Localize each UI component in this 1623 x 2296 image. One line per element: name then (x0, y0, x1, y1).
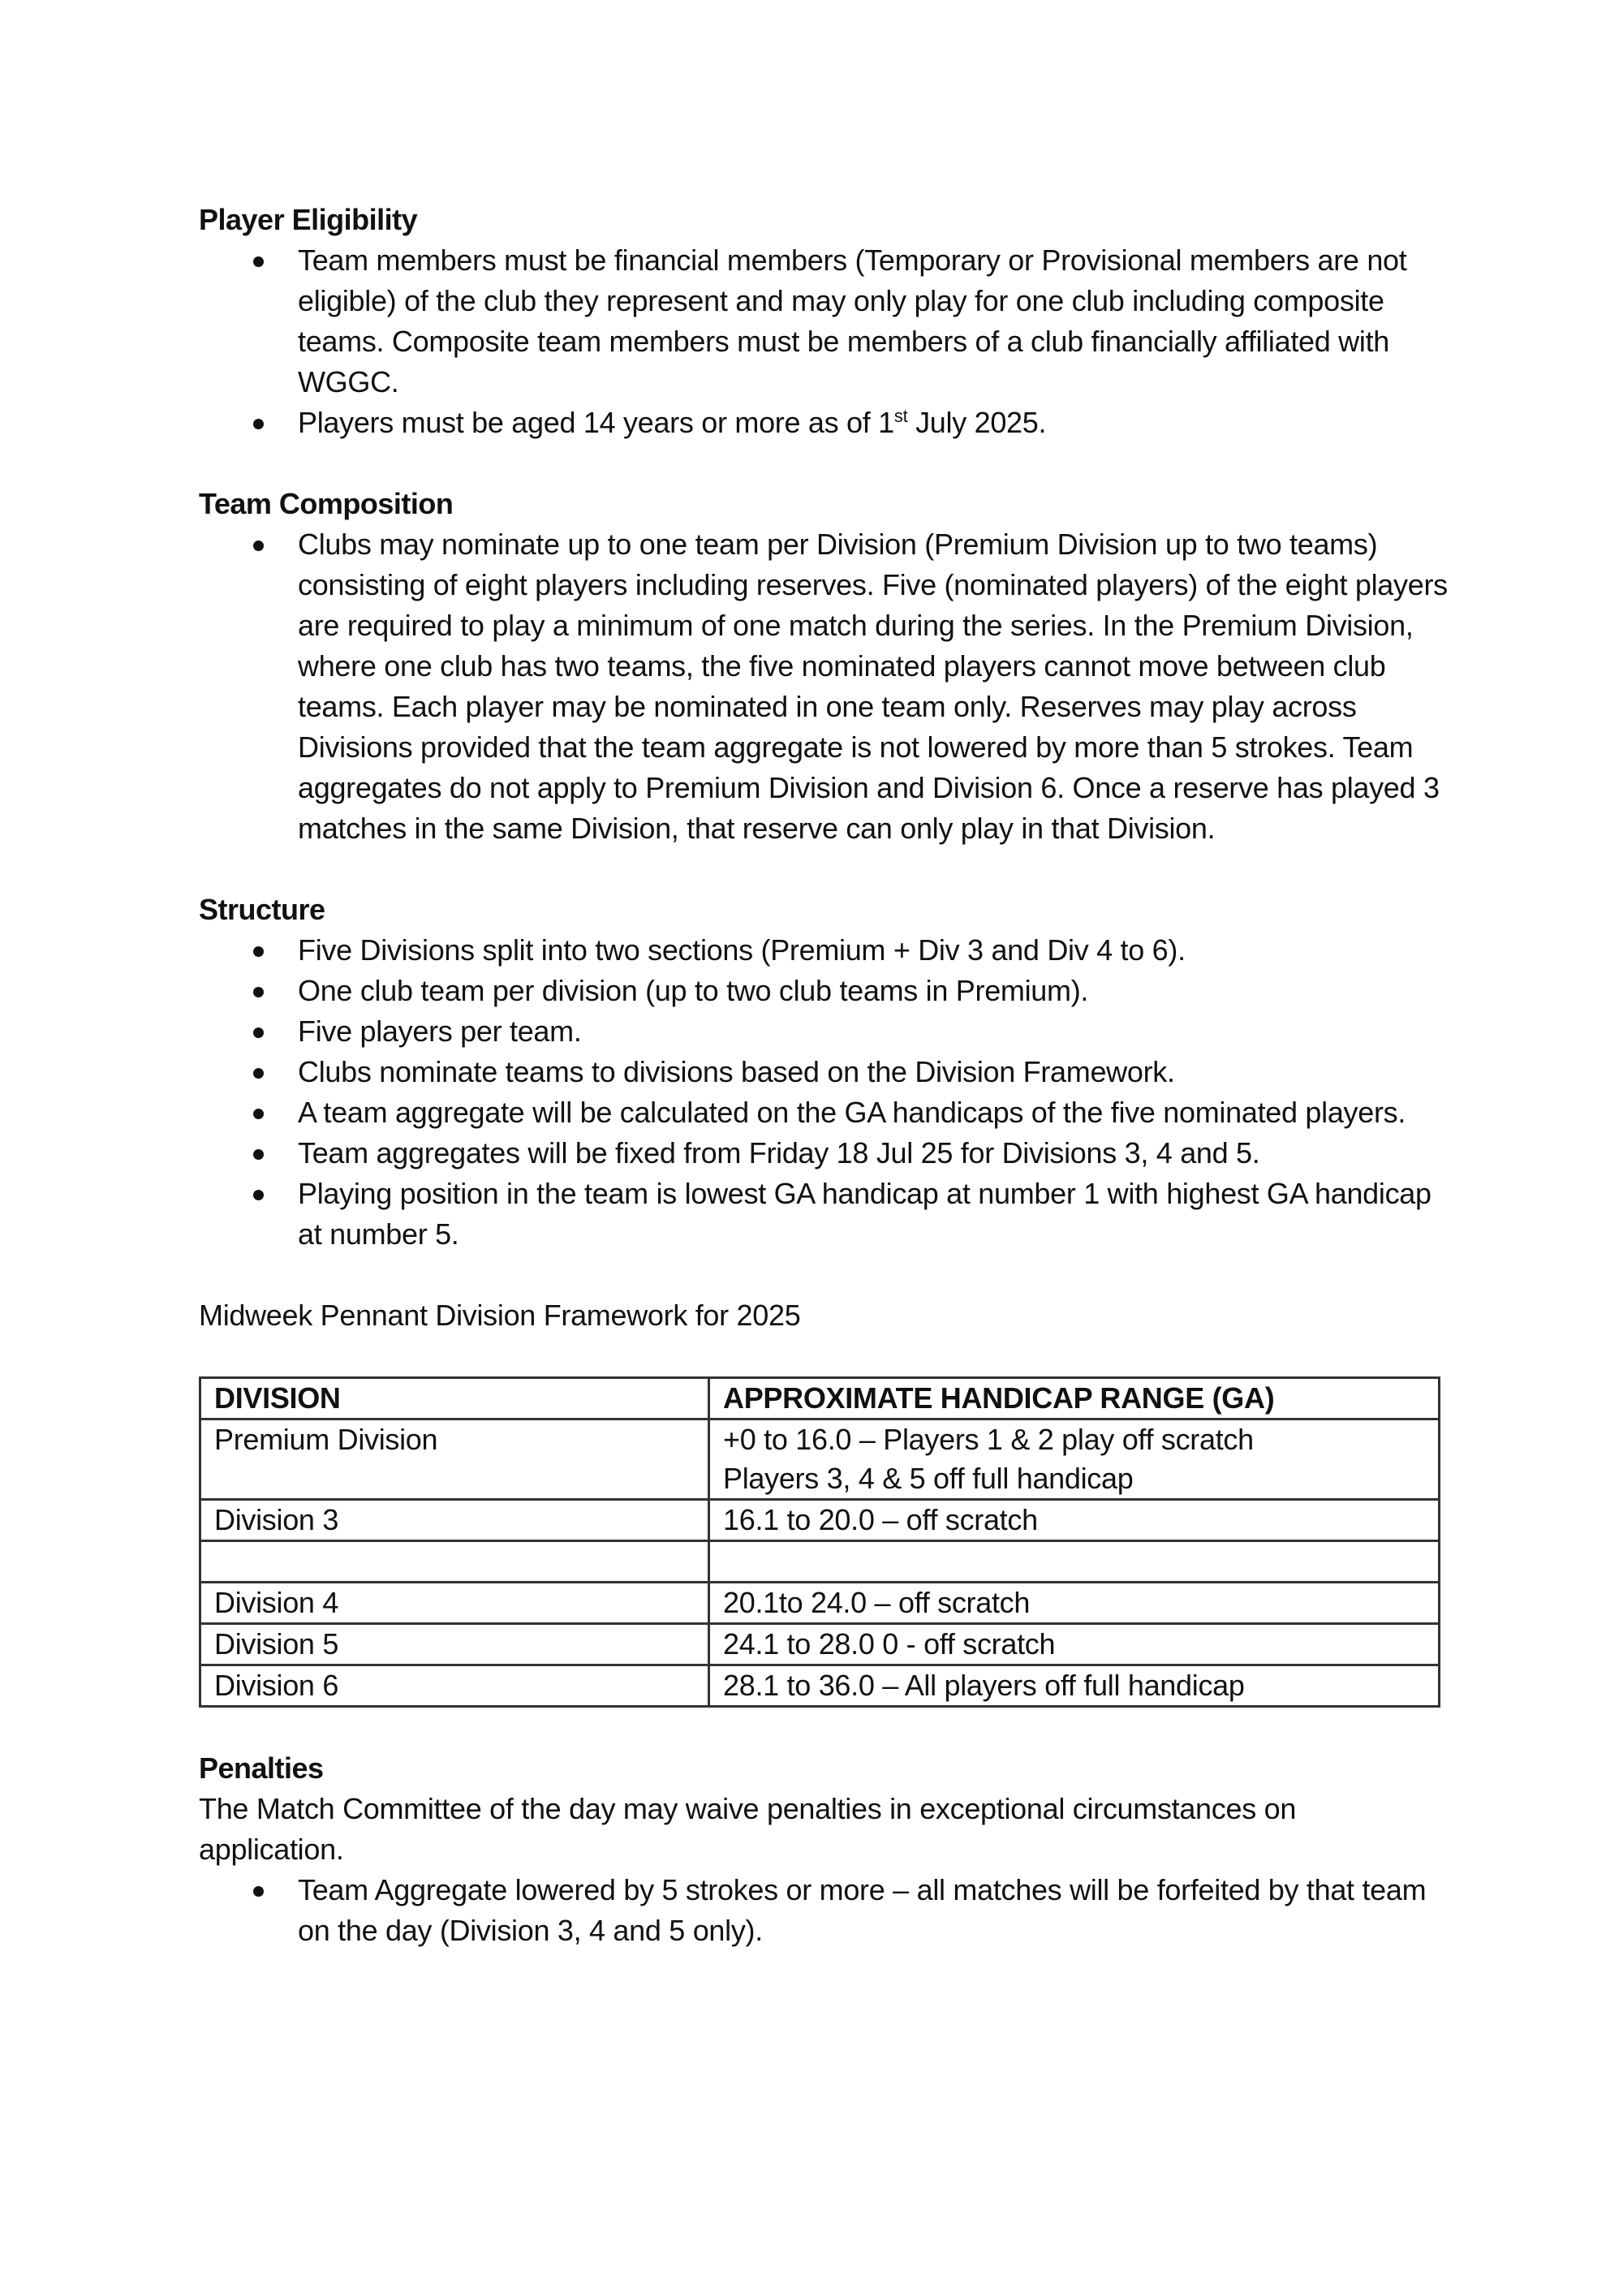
list-item (199, 1870, 1449, 1951)
section-penalties (199, 1748, 1449, 1951)
division-cell: Division 5 (200, 1624, 709, 1665)
list-item-text: Team members must be financial members (Temporary or Provisional members are not eligible) of the club they represent and may only play for one club including composite teams. Composite team members must be members of a club financially affiliated with WGGC. (298, 243, 1407, 398)
column-header-division: DIVISION (200, 1378, 709, 1419)
division-cell (200, 1541, 709, 1583)
division-cell: Division 6 (200, 1665, 709, 1707)
bullet-list (199, 930, 1449, 1255)
table-row (200, 1419, 1440, 1500)
bullet-icon (253, 946, 264, 957)
division-framework-table (199, 1376, 1440, 1708)
section-heading: Team Composition (199, 487, 454, 520)
penalties-intro: The Match Committee of the day may waive penalties in exceptional circumstances on application. (199, 1792, 1297, 1866)
list-item-text: Five players per team. (298, 1014, 582, 1048)
bullet-icon (253, 541, 264, 551)
handicap-range-cell (709, 1541, 1440, 1583)
handicap-range-cell (709, 1419, 1440, 1500)
bullet-list (199, 524, 1449, 849)
section-heading: Penalties (199, 1751, 324, 1785)
bullet-icon (253, 987, 264, 997)
table-caption: Midweek Pennant Division Framework for 2025 (199, 1299, 801, 1332)
bullet-icon (253, 1190, 264, 1200)
list-item (199, 1011, 1449, 1052)
handicap-range-cell: 28.1 to 36.0 – All players off full handicap (709, 1665, 1440, 1707)
list-item-text: Five Divisions split into two sections (Premium + Div 3 and Div 4 to 6). (298, 933, 1186, 967)
section-structure (199, 890, 1449, 1255)
list-item (199, 240, 1449, 403)
list-item-text: Team aggregates will be fixed from Friday 18 Jul 25 for Divisions 3, 4 and 5. (298, 1136, 1260, 1170)
list-item-text: One club team per division (up to two club teams in Premium). (298, 974, 1089, 1007)
document-page (199, 200, 1449, 1951)
list-item (199, 1133, 1449, 1174)
bullet-icon (253, 1109, 264, 1119)
list-item (199, 1174, 1449, 1255)
table-row (200, 1624, 1440, 1665)
list-item-text: A team aggregate will be calculated on the GA handicaps of the five nominated players. (298, 1096, 1406, 1129)
handicap-range-line: Players 3, 4 & 5 off full handicap (723, 1462, 1134, 1495)
list-item (199, 1052, 1449, 1092)
bullet-icon (253, 256, 264, 267)
list-item (199, 1092, 1449, 1133)
list-item-text: Clubs may nominate up to one team per Division (Premium Division up to two teams) consisting of eight players including reserves. Five (nominated players) of the eight players are required to play a minimum of one match during the series. In the Premium Division, where one club has two teams, the five nominated players cannot move between club teams. Each player may be nominated in one team only. Reserves may play across Divisions provided that the team aggregate is not lowered by more than 5 strokes. Team aggregates do not apply to Premium Division and Division 6. Once a reserve has played 3 matches in the same Division, that reserve can only play in that Division. (298, 528, 1448, 845)
list-item (199, 403, 1449, 443)
section-player-eligibility (199, 200, 1449, 443)
table-row (200, 1665, 1440, 1707)
list-item-text: Players must be aged 14 years or more as of 1 (298, 406, 894, 439)
bullet-icon (253, 1027, 264, 1038)
section-division-framework (199, 1295, 1449, 1708)
bullet-list (199, 240, 1449, 443)
table-row-empty (200, 1541, 1440, 1583)
division-cell: Premium Division (200, 1419, 709, 1500)
list-item (199, 524, 1449, 849)
bullet-icon (253, 419, 264, 429)
table-row (200, 1583, 1440, 1624)
bullet-icon (253, 1068, 264, 1079)
list-item-text: Clubs nominate teams to divisions based on the Division Framework. (298, 1055, 1175, 1088)
list-item (199, 971, 1449, 1011)
handicap-range-cell: 20.1to 24.0 – off scratch (709, 1583, 1440, 1624)
handicap-range-line: +0 to 16.0 – Players 1 & 2 play off scratch (723, 1423, 1254, 1456)
bullet-list (199, 1870, 1449, 1951)
list-item-text-tail: July 2025. (907, 406, 1047, 439)
section-heading: Structure (199, 893, 325, 926)
handicap-range-cell: 24.1 to 28.0 0 - off scratch (709, 1624, 1440, 1665)
bullet-icon (253, 1149, 264, 1160)
handicap-range-cell: 16.1 to 20.0 – off scratch (709, 1500, 1440, 1541)
bullet-icon (253, 1886, 264, 1897)
table-row (200, 1500, 1440, 1541)
list-item (199, 930, 1449, 971)
ordinal-suffix: st (893, 406, 908, 426)
division-cell: Division 4 (200, 1583, 709, 1624)
section-team-composition (199, 484, 1449, 849)
table-header-row (200, 1378, 1440, 1419)
section-heading: Player Eligibility (199, 203, 418, 236)
division-cell: Division 3 (200, 1500, 709, 1541)
column-header-handicap-range: APPROXIMATE HANDICAP RANGE (GA) (709, 1378, 1440, 1419)
list-item-text: Team Aggregate lowered by 5 strokes or more – all matches will be forfeited by that team on the day (Division 3, 4 and 5 only). (298, 1873, 1427, 1947)
list-item-text: Playing position in the team is lowest GA handicap at number 1 with highest GA handicap at number 5. (298, 1177, 1431, 1251)
